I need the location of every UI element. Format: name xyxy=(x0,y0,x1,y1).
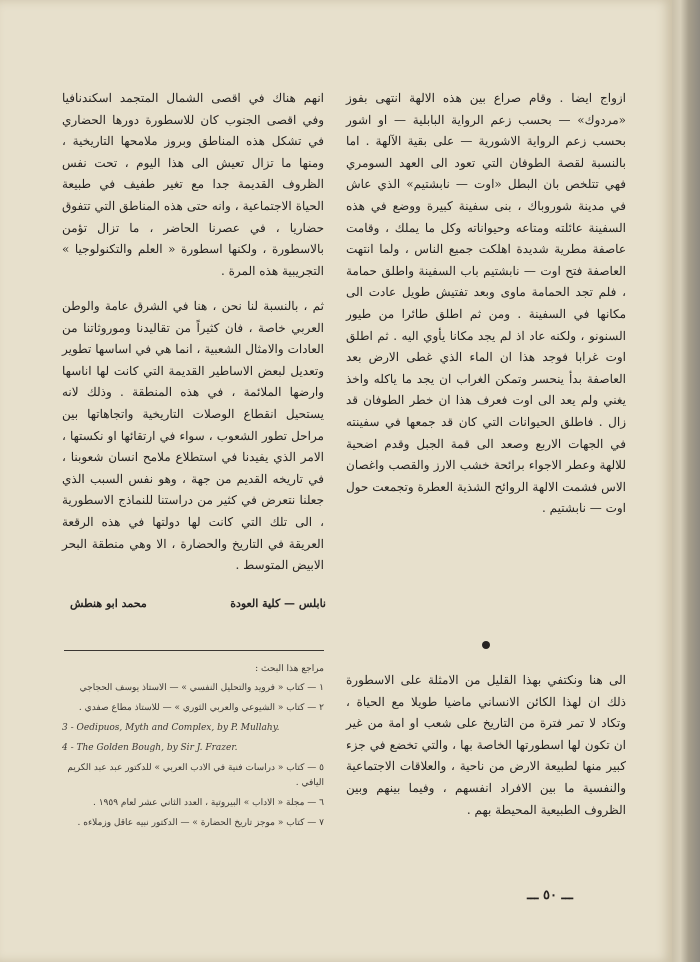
section-separator-dot xyxy=(482,641,490,649)
reference-item: ١ — كتاب « فرويد والتحليل النفسي » — الاستاذ يوسف الحجاجي xyxy=(79,683,324,693)
paragraph-flood-story: ازواج ايضا . وقام صراع بين هذه الالهة انتهى بفوز «مردوك» — بحسب زعم الرواية البابلية — او اشور بحسب زعم الرواية الاشورية — على بقية الآلهة . اما بالنسبة لقصة الطوفان التي تعود الى العهد السومري فهي تتلخص بان البطل «اوت — نابشتيم» الذي عاش في مدينة شوروباك ، بنى سفينة كبيرة ووضع في هذه السفينة عائلته ومتاعه وحيواناته وكل ما يملك ، وقامت عاصفة مطرية شديدة اهلكت جميع الناس ، ولما انتهت العاصفة فتح اوت — نابشتيم باب السفينة واطلق حمامة ، فلم تجد الحمامة ماوى وبعد تفتيش طويل عادت الى مكانها في السفينة . ومن ثم اطلق طائرا من طيور السنونو ، ولكنه عاد اذ لم يجد مكانا يأوي اليه . ثم اطلق اوت غرابا فوجد هذا ان الماء الذي غطى الارض بعد العاصفة بدأ ينحسر وتمكن الغراب ان يجد ما ياكله واخذ يغني ولم يعد الى اوت فعرف هذا ان خطر الطوفان قد زال . فاطلق الحيوانات التي كان قد جمعها في سفينته في الجهات الاربع وصعد الى قمة الجبل وقدم اضحية للالهة وعطر الاجواء برائحة خشب الارز والقصب واغصان الاس فشمت الالهة الروائح الشذية العطرة وتجمعت حول اوت — نابشتيم . xyxy=(346,91,626,516)
signature-location: نابلس — كلية العودة xyxy=(230,597,326,610)
paragraph-north-south: انهم هناك في اقصى الشمال المتجمد اسكندنافيا وفي اقصى الجنوب كان للاسطورة دورها الحضاري في تشكل هذه المناطق وبروز ملامحها التاريخية ، ومنها ما تزال تعيش الى هذا اليوم ، تحت نفس الظروف القديمة جدا مع تغير طفيف في طبيعة الحياة الاجتماعية ، وانه حتى هذه المناطق التي تتفوق حضاريا ، في عصرنا الحاضر ، ما تزال تؤمن بالاسطورة ، ولكنها اسطورة « العلم والتكنولوجيا » التجريبية هذه المرة . xyxy=(62,91,324,278)
references-list xyxy=(62,662,324,836)
references-title: مراجع هذا البحث : xyxy=(255,664,324,674)
author-signature xyxy=(70,597,326,610)
reference-item: ٧ — كتاب « موجز تاريخ الحضارة » — الدكتور نبيه عاقل وزملاءه . xyxy=(77,818,324,828)
left-column-middle xyxy=(62,296,324,577)
page-number: ـــ ٥٠ ـــ xyxy=(527,888,573,903)
reference-item: 4 - The Golden Bough, by Sir J. Frazer. xyxy=(62,743,238,753)
reference-item: ٦ — مجلة « الاداب » البيروتية ، العدد الثاني عشر لعام ١٩٥٩ . xyxy=(92,798,324,808)
right-column-bottom xyxy=(346,670,626,821)
paragraph-arab-east: ثم ، بالنسبة لنا نحن ، هنا في الشرق عامة والوطن العربي خاصة ، فان كثيراً من تقاليدنا وموروثاتنا من العادات والامثال الشعبية ، انما هي في اساسها تطوير وتعديل لبعض الاساطير القديمة التي كانت لها اناسها وارضها الملائمة ، في هذه المنطقة . وذلك لانه يستحيل انقطاع الوصلات التاريخية واتجاهاتها بين مراحل تطور الشعوب ، سواء في ارتقائها او نكستها ، الامر الذي يفيدنا في استطلاع ملامح انسان شعوبنا ، في تاريخه القديم من جهة ، وهو نفس السبب الذي جعلنا نتعرض في كثير من دراستنا للنماذج الاسطورية ، الى تلك التي كانت لها دولتها في هذه الرقعة العريقة في التاريخ والحضارة ، الا وهي منطقة البحر الابيض المتوسط . xyxy=(62,299,324,573)
left-column-top xyxy=(62,88,324,282)
references-divider xyxy=(64,650,324,651)
reference-item: ٥ — كتاب « دراسات فنية في الادب العربي » للدكتور عبد عبد الكريم اليافي . xyxy=(67,763,324,788)
signature-author: محمد ابو هنطش xyxy=(70,597,147,610)
paragraph-conclusion: الى هنا ونكتفي بهذا القليل من الامثلة على الاسطورة ذلك ان لهذا الكائن الانساني ماضيا طويلا مع الحياة ، وتكاد لا تمر فترة من التاريخ على شعب او امة من غير ان تكون لها اسطورتها الخاصة بها ، والتي تخضع في جزء كبير منها لطبيعة الارض من ناحية ، والعلاقات الاجتماعية والنفسية ما بين الافراد انفسهم ، وفيما بينهم وبين الظروف الطبيعية المحيطة بهم . xyxy=(346,673,626,817)
reference-item: 3 - Oedipuos, Myth and Complex, by P. Mullahy. xyxy=(62,723,280,733)
reference-item: ٢ — كتاب « الشيوعي والعربي الثوري » — للاستاذ مطاع صفدي . xyxy=(78,703,324,713)
right-column-top xyxy=(346,88,626,520)
page-edge xyxy=(672,0,700,962)
